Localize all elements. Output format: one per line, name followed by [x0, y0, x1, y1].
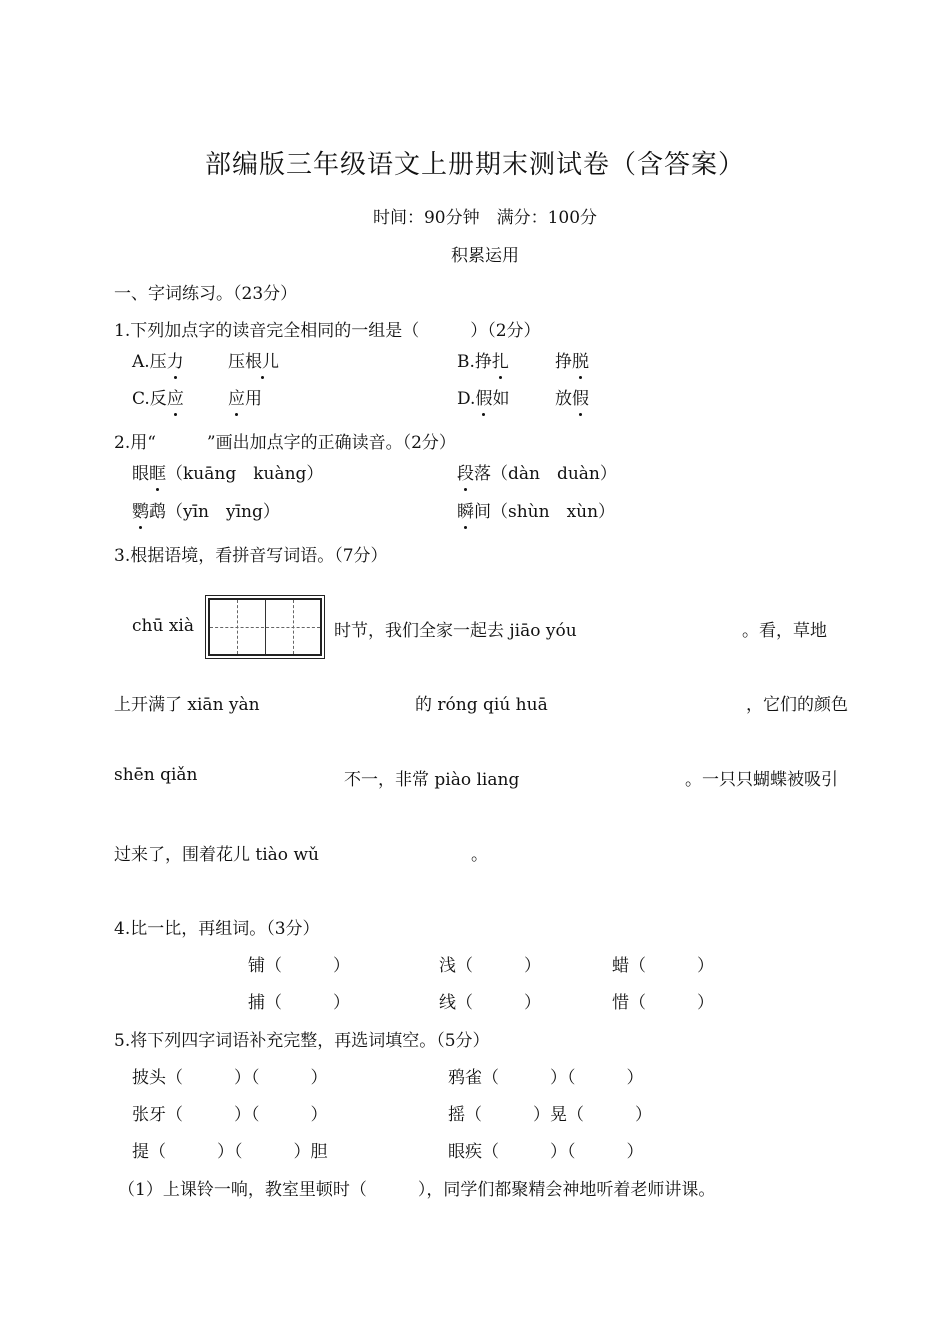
idiom-item: 张牙（ ）（ ）	[132, 1105, 328, 1125]
writing-grid[interactable]	[208, 598, 322, 656]
passage-line-2-end: ，它们的颜色	[746, 695, 848, 715]
option-a-second: 压根儿	[228, 347, 279, 372]
option-c-second: 应用	[228, 384, 262, 409]
passage-line-3: shēn qiǎn	[114, 765, 198, 785]
word-item: 铺（ ）	[248, 956, 350, 976]
option-c: C.反应	[132, 384, 184, 409]
word-item: 蜡（ ）	[612, 956, 714, 976]
idiom-item: 提（ ）（ ）胆	[132, 1142, 328, 1162]
option-b: B.挣扎	[457, 347, 509, 372]
option-d: D.假如	[457, 384, 509, 409]
option-a: A.压力	[132, 347, 184, 372]
fill-sentence-1: （1）上课铃一响，教室里顿时（ ），同学们都聚精会神地听着老师讲课。	[118, 1180, 716, 1200]
option-b-second: 挣脱	[555, 347, 589, 372]
pinyin-item-1: 眼眶（kuāng kuàng）	[132, 459, 323, 484]
idiom-item: 披头（ ）（ ）	[132, 1068, 328, 1088]
word-item: 惜（ ）	[612, 993, 714, 1013]
word-item: 线（ ）	[439, 993, 541, 1013]
question-3-stem: 3.根据语境，看拼音写词语。（7分）	[114, 546, 388, 566]
word-item: 捕（ ）	[248, 993, 350, 1013]
exam-info: 时间：90分钟 满分：100分	[372, 208, 598, 228]
pinyin-item-3: 鹦鹉（yīn yīng）	[132, 497, 280, 522]
question-4-stem: 4.比一比，再组词。（3分）	[114, 919, 320, 939]
passage-line-3-end: 。一只只蝴蝶被吸引	[685, 770, 838, 790]
pinyin-item-4: 瞬间（shùn xùn）	[457, 497, 615, 522]
word-item: 浅（ ）	[439, 956, 541, 976]
question-1-stem: 1.下列加点字的读音完全相同的一组是（ ）（2分）	[114, 321, 541, 341]
question-5-stem: 5.将下列四字词语补充完整，再选词填空。（5分）	[114, 1031, 490, 1051]
passage-line-1: 时节，我们全家一起去 jiāo yóu	[334, 621, 577, 641]
passage-line-1-end: 。看，草地	[742, 621, 827, 641]
page-title: 部编版三年级语文上册期末测试卷（含答案）	[204, 150, 745, 180]
option-d-second: 放假	[555, 384, 589, 409]
passage-line-4: 过来了，围着花儿 tiào wǔ	[114, 845, 319, 865]
passage-line-4-end: 。	[471, 845, 488, 865]
idiom-item: 眼疾（ ）（ ）	[448, 1142, 644, 1162]
passage-line-2: 上开满了 xiān yàn	[114, 695, 260, 715]
idiom-item: 鸦雀（ ）（ ）	[448, 1068, 644, 1088]
pinyin-item-2: 段落（dàn duàn）	[457, 459, 617, 484]
section-heading: 积累运用	[451, 246, 519, 266]
passage-line-2-mid: 的 róng qiú huā	[415, 695, 548, 715]
pinyin-prompt: chū xià	[132, 616, 194, 636]
passage-line-3-mid: 不一，非常 piào liang	[344, 770, 520, 790]
part-heading: 一、字词练习。（23分）	[114, 284, 298, 304]
idiom-item: 摇（ ）晃（ ）	[448, 1105, 652, 1125]
question-2-stem: 2.用“ ”画出加点字的正确读音。（2分）	[114, 433, 456, 453]
